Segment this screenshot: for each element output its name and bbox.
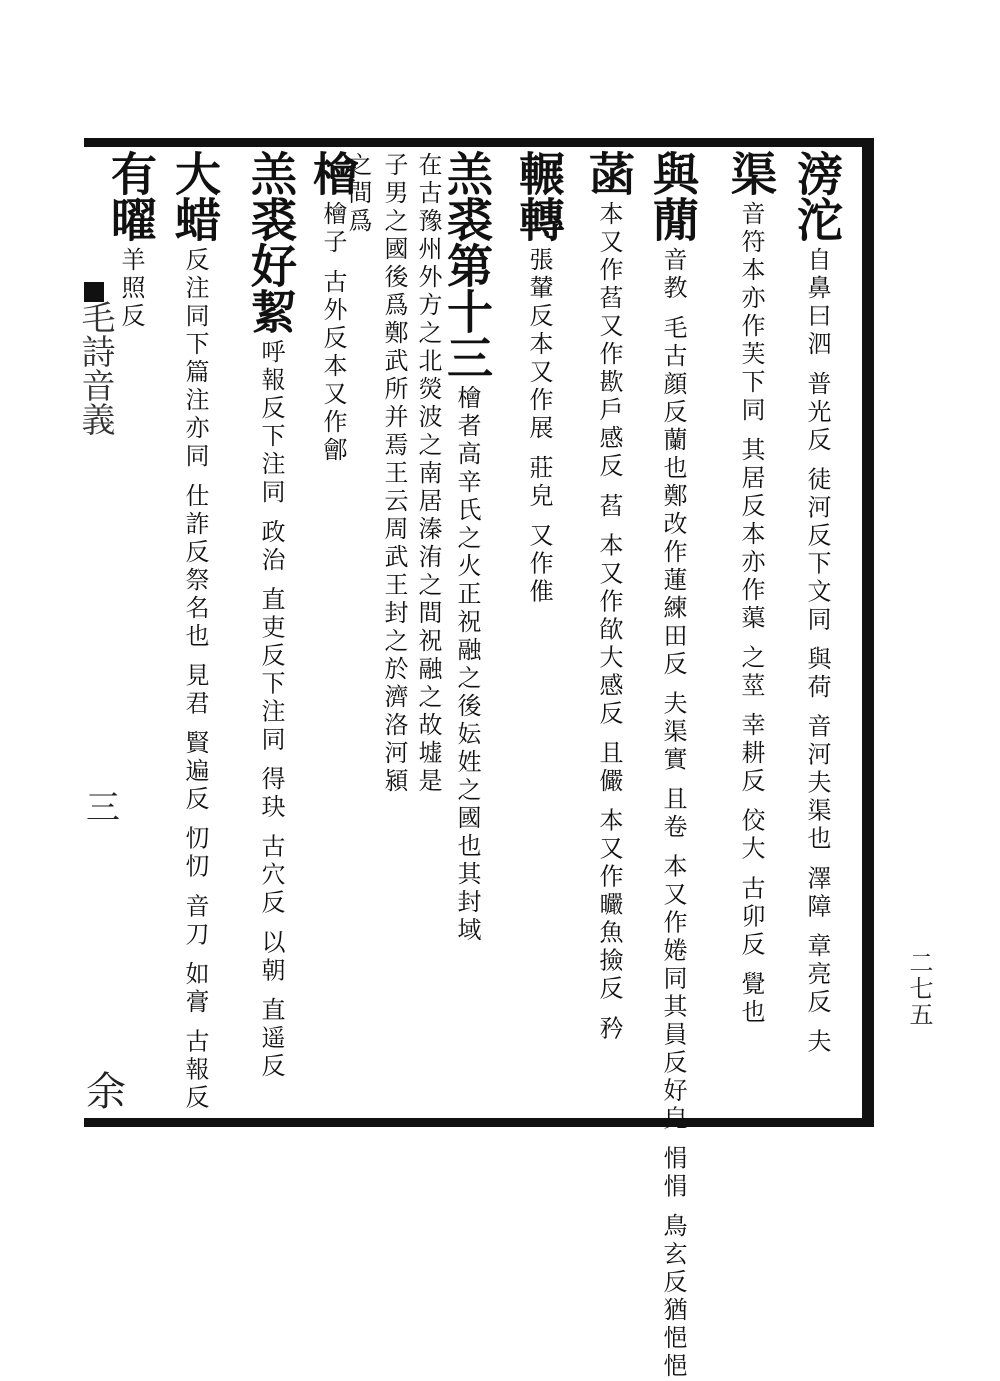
headword: 檜 (306, 150, 360, 196)
annotation: 呼報反下注同 政治 直吏反下注同 得玦 古穴反 以朝 直遥反 (257, 339, 285, 1081)
annotation: 音符本亦作芙下同 其居反本亦作蕖 之莖 幸耕反 佼大 古卯反 覺也 (737, 201, 765, 1027)
headword: 有曜 (104, 150, 158, 242)
border-top (84, 138, 874, 147)
annotation: 反注同下篇注亦同 仕詐反祭名也 見君 賢遍反 忉忉 音刀 如膏 古報反 (181, 247, 209, 1113)
annotation: 張輦反本又作展 莊皃 又作倠 (525, 247, 553, 607)
gutter-title: 毛詩音義 (75, 300, 115, 436)
text-column (168, 150, 222, 1113)
annotation-column: 之間爲 (344, 152, 372, 236)
annotation: 音教 毛古顔反蘭也鄭改作蓮練田反 夫渠實 且卷 本又作婘同其員反好皃 悁悁 鳥玄反猶悒悒 (659, 247, 687, 1381)
page-number: 二七五 (905, 950, 933, 1028)
annotation: 羊照反 (117, 247, 145, 332)
headword: 渠 (724, 150, 778, 196)
headword: 羔裘好絜 (244, 150, 298, 334)
annotation: 自鼻曰泗 普光反 徒河反下文同 與荷 音河夫渠也 澤障 章亮反 夫 (803, 247, 831, 1057)
annotation-column: 子男之國後爲鄭武所并焉王云周武王封之於濟洛河潁 (380, 152, 408, 796)
text-column (790, 150, 844, 1057)
text-column (244, 150, 298, 1081)
headword: 大蜡 (168, 150, 222, 242)
text-column (646, 150, 700, 1381)
text-column (440, 150, 494, 946)
border-right (862, 138, 874, 1127)
text-column (104, 150, 158, 332)
annotation: 檜子 古外反本又作鄶 (319, 201, 347, 465)
headword: 滂沱 (790, 150, 844, 242)
headword: 與蕑 (646, 150, 700, 242)
text-column (512, 150, 566, 607)
gutter-juan: 三 (86, 788, 120, 828)
fishtail-mark (84, 282, 104, 302)
headword: 輾轉 (512, 150, 566, 242)
annotation: 檜者高辛氏之火正祝融之後妘姓之國也其封域 (453, 385, 481, 946)
border-bottom (84, 1118, 874, 1127)
text-column (724, 150, 778, 1027)
annotation-column: 在古豫州外方之北熒波之南居溱洧之間祝融之故墟是 (414, 152, 442, 796)
headword: 菡 (582, 150, 636, 196)
text-column (582, 150, 636, 1044)
gutter-bottom-char: 余 (86, 1069, 126, 1115)
headword: 羔裘第十三 (440, 150, 494, 380)
annotation: 本又作萏又作歁戶感反 萏 本又作欿大感反 且儼 本又作曮魚撿反 矜 (595, 201, 623, 1044)
